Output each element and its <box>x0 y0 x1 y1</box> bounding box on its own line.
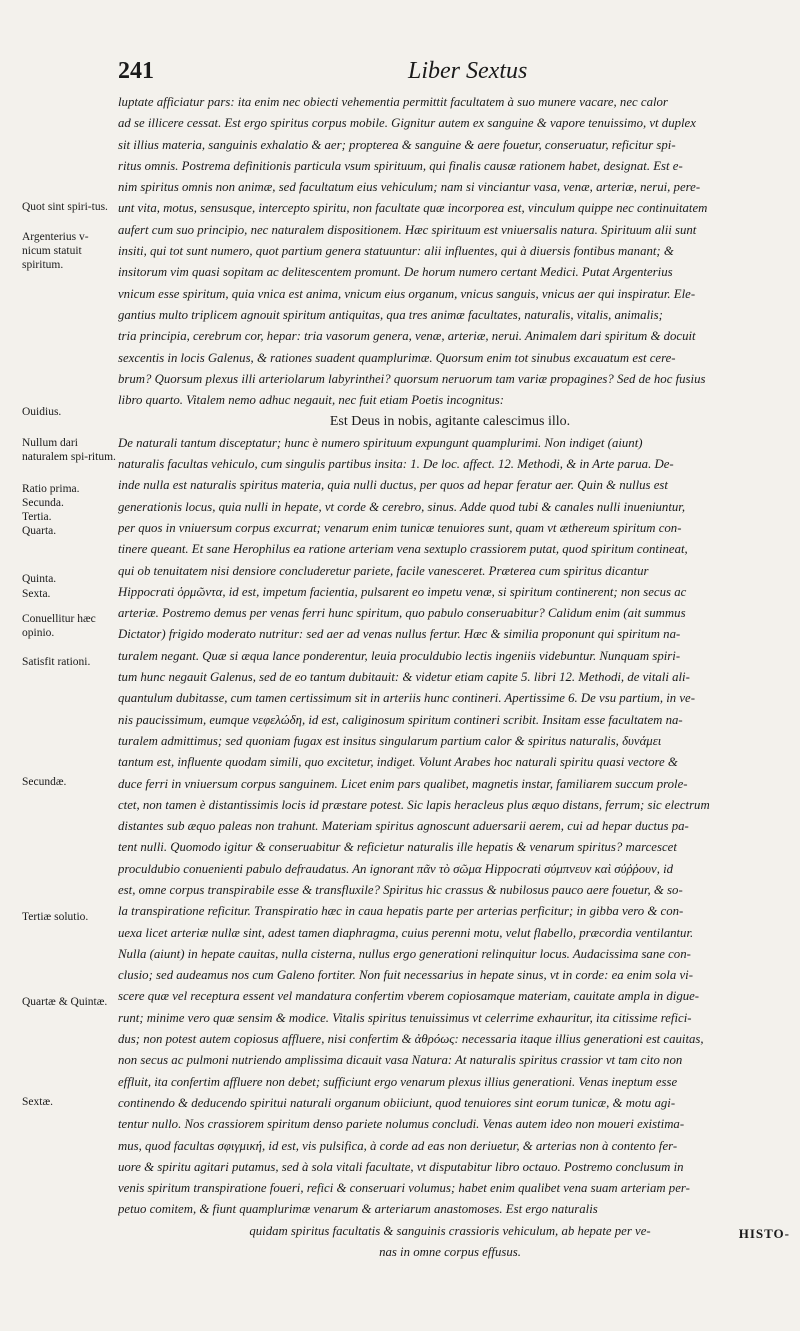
text-line: tentur nullo. Nos crassiorem spiritum denso pariete nolumus concludi. Venas autem ideo non moueri existima- <box>118 1117 685 1132</box>
running-head: Liber Sextus <box>408 58 528 84</box>
text-line: quantulum dubitasse, cum tamen certissimum sit in arteriis hunc contineri. Apertissime 6. De vsu partium, in ve- <box>118 691 695 706</box>
text-line: inde nulla est naturalis spiritus materia, quia nulli ductus, per quos ad hepar feratur aer. Quin & nullus est <box>118 478 668 493</box>
text-line: insiti, qui tot sunt numero, quot partium genera statuuntur: alii influentes, qui à diuersis fontibus manant; & <box>118 244 674 259</box>
text-line: libro quarto. Vitalem nemo adhuc negauit, nec fuit etiam Poetis incognitus: <box>118 393 504 408</box>
text-line: continendo & deducendo spiritui naturali organum obiiciunt, quod tenuiores sint eorum tunicæ, & motu agi- <box>118 1095 676 1110</box>
margin-note: Quinta. <box>22 573 57 585</box>
text-line: tria principia, cerebrum cor, hepar: tria vasorum genera, venæ, arteriæ, nerui. Animalem dari spiritum & docuit <box>118 329 696 344</box>
text-line: naturalis facultas vehiculo, cum singulis partibus insita: 1. De loc. affect. 12. Methodi, & in Arte parua. De- <box>118 457 674 472</box>
margin-note: Sexta. <box>22 588 51 600</box>
text-line: Hippocrati ὁρμῶντα, id est, impetum facientia, pulsarent eo impetu venæ, si spiritum continerent; non secus ac <box>118 584 687 599</box>
text-line: dus; non potest autem copiosus affluere, nisi confertim & ἀθρόως: necessaria itaque illius generationi est cauitas, <box>118 1032 704 1047</box>
text-line: venis spiritum transpiratione foueri, refici & conseruari volumus; habet enim qualibet vena suam arteriam per- <box>118 1181 690 1196</box>
text-line: vnicum esse spiritum, quia vnica est anima, vnicum eius organum, vnicus sanguis, vnicus aer qui inspiratur. Ele- <box>118 286 696 301</box>
text-line: clusio; sed audeamus nos cum Galeno fortiter. Non fuit necessarius in hepate sinus, vt in corde: ea enim sola vi- <box>118 968 693 983</box>
text-line: Dictator) frigido moderato nutritur: sed aer ad venas nullus fertur. Hæc & similia proponunt qui spiritum na- <box>118 627 681 642</box>
margin-note: Tertiæ solutio. <box>22 911 89 923</box>
text-line: arteriæ. Postremo demus per venas ferri hunc spiritum, quo pabulo conseruabitur? Calidum enim (ait summus <box>118 606 686 621</box>
margin-note: Quarta. <box>22 525 57 537</box>
text-line: luptate afficiatur pars: ita enim nec obiecti vehementia permittit facultatem à suo munere vacare, nec calor <box>118 95 668 109</box>
text-line: non secus ac pulmoni nutriendo amplissima dicauit vasa Natura: At naturalis spiritus crassior vt tam cito non <box>118 1053 683 1068</box>
text-line: insitorum vim quasi sopitam ac delitescentem promunt. De horum numero certant Medici. Putat Argenterius <box>118 265 673 280</box>
text-line: turalem negant. Quæ si æqua lance ponderentur, leuia proculdubio lectis ingeniis videbuntur. Nunquam spiri- <box>118 648 681 663</box>
text-line: nas in omne corpus effusus. <box>379 1245 521 1260</box>
text-line: petuo comitem, & fiunt quamplurimæ venarum & arteriarum anastomoses. Est ergo naturalis <box>118 1202 598 1217</box>
text-line: uexa licet arteriæ nullæ sint, adest tamen diaphragma, cuius perenni motu, velut flabello, præcordia ventilantur. <box>118 925 694 940</box>
margin-note: Conuellitur hæc opinio. <box>22 613 96 639</box>
text-line: duce ferri in vniuersum corpus sanguinem. Licet enim pars qualibet, magnetis instar, familiarem succum prole- <box>118 776 688 791</box>
text-line: scere quæ vel receptura essent vel mandatura confertim vberem copiosamque materiam, cauitate ampla in digue- <box>118 989 700 1004</box>
text-line: turalem admittimus; sed quoniam fugax est insitus singularum partium calor & spiritus naturalis, δυνάμει <box>118 733 662 748</box>
margin-note: Argenterius v-nicum statuit spiritum. <box>22 231 89 271</box>
text-line: tinere queant. Et sane Herophilus ea ratione arteriam vena sextuplo crassiorem putat, quod spiritum contineat, <box>118 542 688 557</box>
margin-note: Secundæ. <box>22 776 67 788</box>
margin-note: Satisfit rationi. <box>22 656 91 668</box>
text-line: la transpiratione reficitur. Transpiratio hæc in caua hepatis parte per arterias perficitur; in gibba vero & con- <box>118 904 684 919</box>
margin-note: Ratio prima. <box>22 483 80 495</box>
text-line: brum? Quorsum plexus illi arteriolarum labyrinthei? quorsum neruorum tam variæ propagines? Sed de hoc fusius <box>118 371 706 386</box>
margin-note: Sextæ. <box>22 1096 53 1108</box>
text-line: proculdubio conuenienti pabulo defraudatus. An ignorant πᾶν τὸ σῶμα Hippocrati σύμπνευν καὶ σύῤῥουν, id <box>118 861 674 876</box>
text-line: est, omne corpus transpirabile esse & transfluxile? Spiritus hic crassus & nubilosus pauco aere fouetur, & so- <box>118 882 683 897</box>
text-line: aufert cum suo principio, nec naturalem dispositionem. Hæc spirituum est vniuersalis natura. Spirituum alii sunt <box>118 222 697 237</box>
text-line: Nulla (aiunt) in hepate cauitas, nulla cisterna, nullus ergo generationi relinquitur locus. Audacissima sane con- <box>118 946 691 961</box>
text-line: sit illius materia, sanguinis exhalatio & aer; propterea & sanguine & aere fouetur, conseruatur, reficitur spi- <box>118 137 676 152</box>
text-line: ad se illicere cessat. Est ergo spiritus corpus mobile. Gignitur autem ex sanguine & vapore tenuissimo, vt duplex <box>118 116 696 131</box>
text-line: tent nulli. Quomodo igitur & conseruabitur & reficietur naturalis ille hepatis & venarum spiritus? marcescet <box>118 840 677 855</box>
text-line: uore & spiritu agitari putamus, sed à sola vitali facultate, vt disputabitur libro octauo. Postremo conclusum in <box>118 1159 684 1174</box>
text-line: ritus omnis. Postrema definitionis particula vsum spirituum, qui finalis causæ rationem habet, designat. Est e- <box>118 158 683 173</box>
text-line: tum hunc negauit Galenus, sed de eo tantum dubitauit: & videtur etiam capite 5. libri 12. Methodi, de vitali ali- <box>118 670 690 685</box>
margin-note: Secunda. <box>22 497 64 509</box>
text-line: effluit, ita confertim affluere non debet; sufficiunt ergo venarum plexus illius generationi. Venas ineptum esse <box>118 1074 678 1089</box>
text-line: distantes sub æquo paleas non trahunt. Materiam spiritus agnoscunt aduersarii aerem, cui ad hepar ductus pa- <box>118 819 689 834</box>
text-line: runt; minime vero quæ sensim & modice. Vitalis spiritus tenuissimus vt celerrime exhauritur, ita citissime refici- <box>118 1010 692 1025</box>
text-line: generationis locus, quia nulli in hepate, vt corde & cerebro, sinus. Adde quod tubi & canales nulli inueniuntur, <box>118 499 686 514</box>
margin-note: Nullum dari naturalem spi-ritum. <box>22 437 116 463</box>
catchword: HISTO- <box>738 1226 790 1241</box>
verse-quotation: Est Deus in nobis, agitante calescimus illo. <box>329 414 571 430</box>
margin-note: Ouidius. <box>22 406 62 418</box>
page-number: 241 <box>118 58 154 84</box>
text-line: unt vita, motus, sensusque, intercepto spiritu, non facultate quæ incorporea est, vinculum quippe nec continuitatem <box>118 201 708 216</box>
text-line: tantum est, influente quodam simili, quo excitetur, indiget. Volunt Arabes hoc naturali spiritu quasi vectore & <box>118 755 678 770</box>
text-line: De naturali tantum disceptatur; hunc è numero spirituum expungunt quamplurimi. Non indiget (aiunt) <box>118 435 643 450</box>
margin-note: Quot sint spiri-tus. <box>22 201 108 213</box>
margin-note: Quartæ & Quintæ. <box>22 996 108 1008</box>
text-line: sexcentis in locis Galenus, & rationes suadent quamplurimæ. Quorsum enim tot sinubus excauatum est cere- <box>118 350 676 365</box>
body-text <box>118 92 782 1263</box>
text-line: nis paucissimum, eumque νεφελώδη, id est, caliginosum spiritum contineri scribit. Insitam esse facultatem na- <box>118 712 683 727</box>
margin-note: Tertia. <box>22 511 52 523</box>
text-line: quidam spiritus facultatis & sanguinis crassioris vehiculum, ab hepate per ve- <box>249 1223 651 1238</box>
text-line: per quos in vniuersum corpus excurrat; venarum enim tunicæ tenuiores sunt, quam vt æthereum spiritum con- <box>118 520 682 535</box>
text-line: nim spiritus omnis non animæ, sed facultatum eius vehiculum; nam si vinciantur vasa, venæ, arteriæ, nerui, pere- <box>118 180 701 195</box>
text-line: mus, quod facultas σφιγμική, id est, vis pulsifica, à corde ad eas non deriuetur, & arterias non à contento fer- <box>118 1138 678 1153</box>
text-line: qui ob tenuitatem nisi densiore concluderetur pariete, facile vanesceret. Præterea cum spiritus dicantur <box>118 563 649 578</box>
text-line: gantius multo triplicem agnouit spiritum antiquitas, qua tres animæ facultates, naturalis, vitalis, animalis; <box>118 307 663 322</box>
text-line: ctet, non tamen è distantissimis locis id præstare potest. Sic lapis heracleus plus æquo distans, ferrum; sic electrum <box>118 797 710 812</box>
